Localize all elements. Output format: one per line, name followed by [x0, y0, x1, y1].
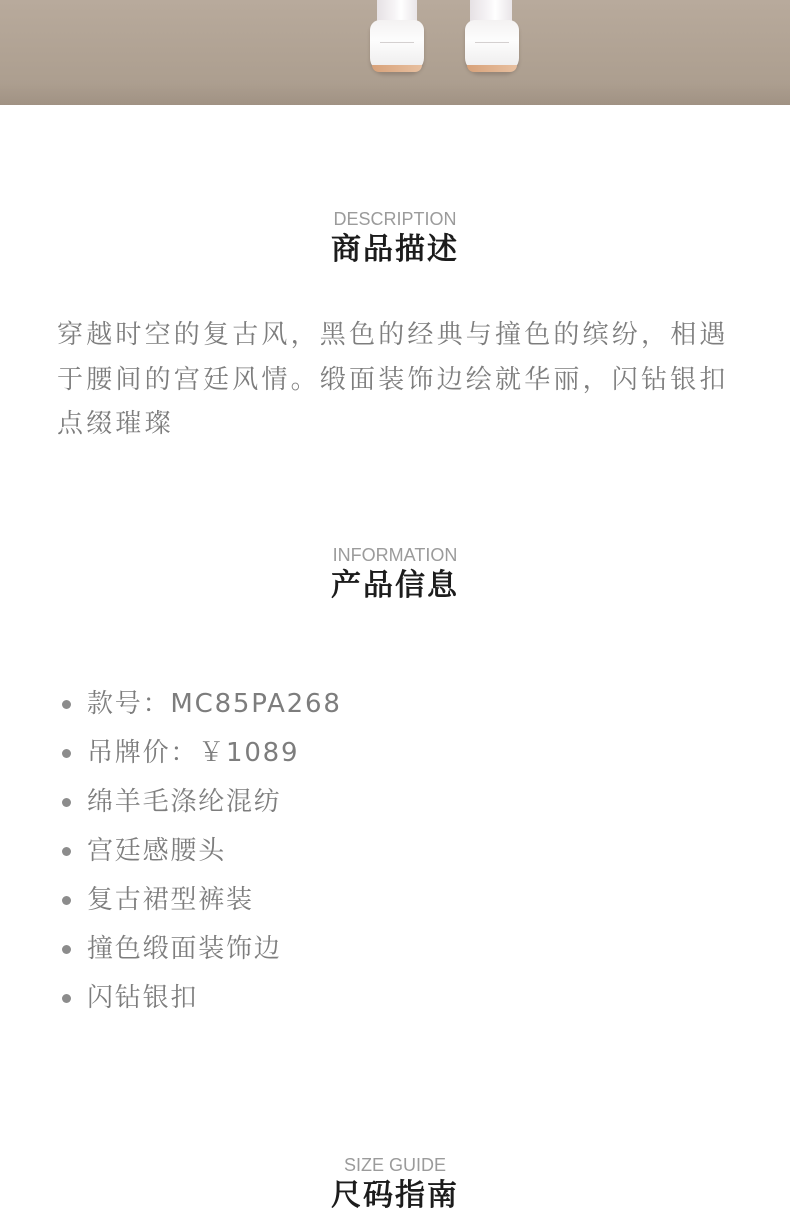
information-en-title: INFORMATION	[332, 545, 458, 565]
info-item-waistband	[60, 827, 342, 876]
size-guide-en-title: SIZE GUIDE	[343, 1155, 446, 1175]
product-photo-strip	[0, 0, 790, 105]
description-text: 穿越时空的复古风，黑色的经典与撞色的缤纷，相遇于腰间的宫廷风情。缎面装饰边绘就华丽，闪钻银扣点缀璀璨	[57, 320, 729, 439]
info-item-tag-price	[60, 729, 342, 778]
description-section-header	[0, 209, 790, 269]
right-white-shoe	[465, 20, 519, 72]
bullet-icon	[62, 847, 71, 856]
bullet-icon	[62, 896, 71, 905]
info-item-silhouette	[60, 876, 342, 925]
info-item-text: 撞色缎面装饰边	[87, 934, 282, 964]
description-cn-title: 商品描述	[331, 232, 459, 267]
product-info-list	[60, 680, 342, 1023]
size-guide-section-header	[0, 1155, 790, 1215]
info-item-style-number	[60, 680, 342, 729]
information-cn-title: 产品信息	[331, 568, 459, 603]
info-item-text: 绵羊毛涤纶混纺	[87, 787, 282, 817]
info-item-text: 款号：MC85PA268	[87, 689, 342, 719]
information-section-header	[0, 545, 790, 605]
bullet-icon	[62, 994, 71, 1003]
bullet-icon	[62, 945, 71, 954]
info-item-text: 吊牌价：￥1089	[87, 738, 300, 768]
info-item-fabric	[60, 778, 342, 827]
info-item-text: 复古裙型裤装	[87, 885, 254, 915]
size-guide-cn-title: 尺码指南	[331, 1178, 459, 1213]
info-item-text: 闪钻银扣	[87, 983, 199, 1013]
info-item-buckle	[60, 974, 342, 1023]
info-item-text: 宫廷感腰头	[87, 836, 227, 866]
info-item-trim	[60, 925, 342, 974]
left-white-shoe	[370, 20, 424, 72]
bullet-icon	[62, 798, 71, 807]
description-en-title: DESCRIPTION	[333, 209, 457, 229]
bullet-icon	[62, 700, 71, 709]
bullet-icon	[62, 749, 71, 758]
